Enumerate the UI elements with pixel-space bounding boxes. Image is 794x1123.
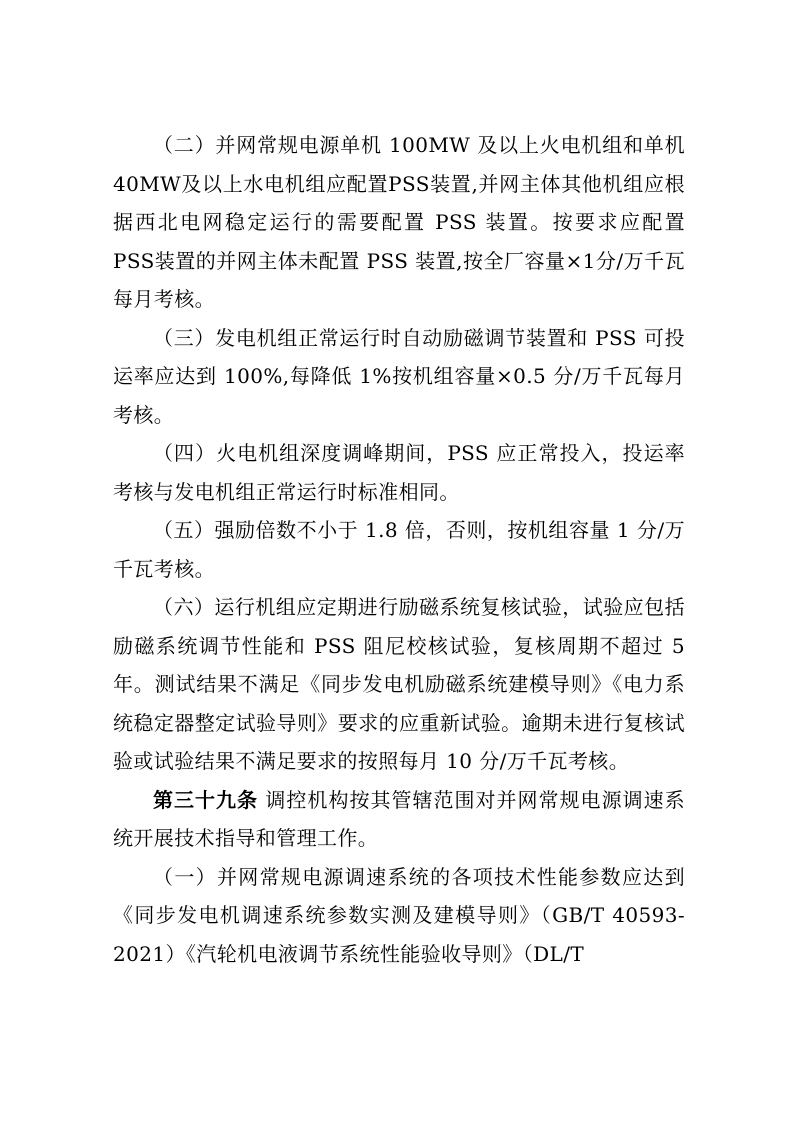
paragraph-text: （二）并网常规电源单机 100MW 及以上火电机组和单机40MW及以上水电机组应配置PSS装置,并网主体其他机组应根据西北电网稳定运行的需要配置 PSS 装置。按要求应配置 PSS装置的并网主体未配置 PSS 装置,按全厂容量×1分/万千瓦每月考核。 bbox=[113, 133, 685, 311]
paragraph-5 bbox=[113, 511, 685, 588]
paragraph-2 bbox=[113, 126, 685, 319]
paragraph-text: （一）并网常规电源调速系统的各项技术性能参数应达到《同步发电机调速系统参数实测及建模导则》（GB/T 40593-2021）《汽轮机电液调节系统性能验收导则》（DL/T bbox=[113, 864, 685, 966]
paragraph-3 bbox=[113, 319, 685, 435]
paragraph-text: （六）运行机组应定期进行励磁系统复核试验，试验应包括励磁系统调节性能和 PSS 阻尼校核试验，复核周期不超过 5 年。测试结果不满足《同步发电机励磁系统建模导则》《电力系统稳定器整定试验导则》要求的应重新试验。逾期未进行复核试验或试验结果不满足要求的按照每月 10 分/万千瓦考核。 bbox=[113, 595, 685, 773]
paragraph-4 bbox=[113, 434, 685, 511]
document-body bbox=[113, 126, 685, 973]
paragraph-text: （五）强励倍数不小于 1.8 倍，否则，按机组容量 1 分/万千瓦考核。 bbox=[113, 518, 685, 581]
article-39 bbox=[113, 781, 685, 858]
paragraph-6 bbox=[113, 588, 685, 781]
paragraph-text: （四）火电机组深度调峰期间，PSS 应正常投入，投运率考核与发电机组正常运行时标准相同。 bbox=[113, 441, 685, 504]
article-heading: 第三十九条 bbox=[153, 787, 259, 812]
article-39-item-1 bbox=[113, 858, 685, 974]
paragraph-text: 调控机构按其管辖范围对并网常规电源调速系统开展技术指导和管理工作。 bbox=[113, 787, 685, 850]
paragraph-text: （三）发电机组正常运行时自动励磁调节装置和 PSS 可投运率应达到 100%,每降低 1%按机组容量×0.5 分/万千瓦每月考核。 bbox=[113, 325, 685, 427]
